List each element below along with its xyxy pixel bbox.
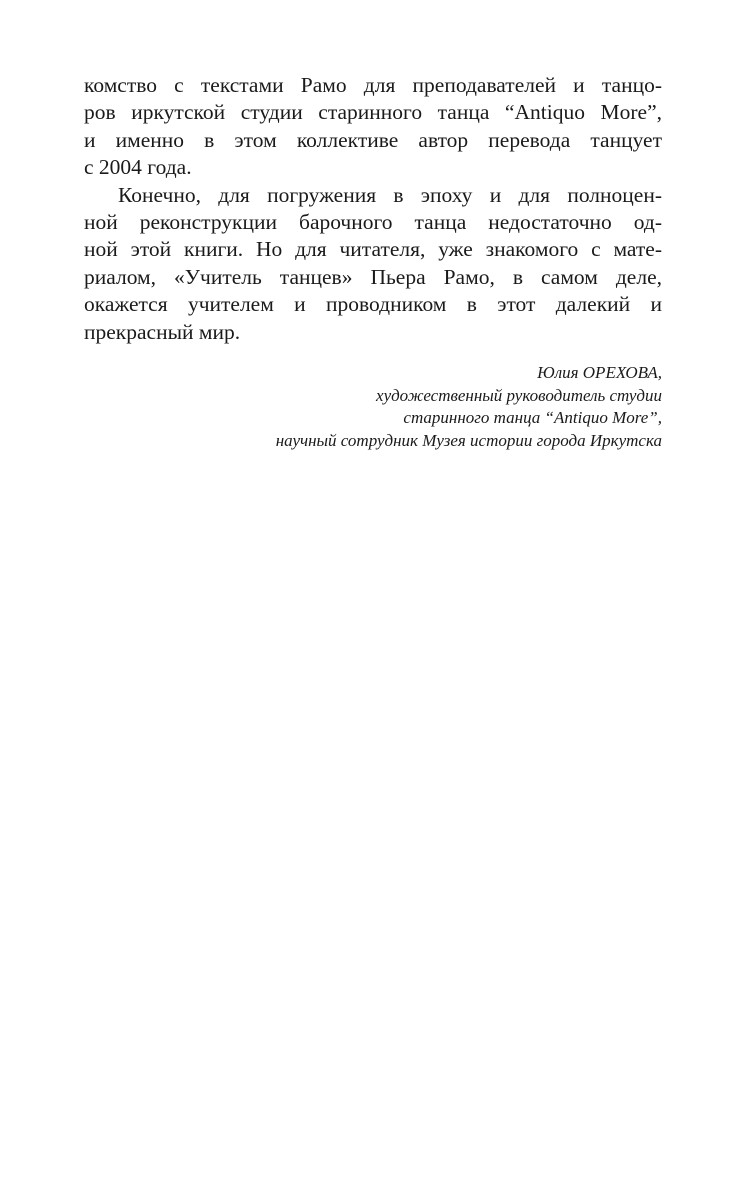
text-line: ров иркутской студии старинного танца “Antiquo More”, (84, 100, 662, 125)
paragraph-2 (84, 182, 662, 346)
text-line: прекрасный мир. (84, 319, 241, 344)
text-line: окажется учителем и проводником в этот далекий и (84, 292, 662, 317)
text-line: и именно в этом коллективе автор перевода танцует (84, 127, 662, 152)
text-line: комство с текстами Рамо для преподавателей и танцо- (84, 73, 662, 97)
paragraph-1 (84, 72, 662, 182)
text-line: ной реконструкции барочного танца недостаточно од- (84, 209, 662, 234)
author-role: старинного танца “Antiquo More”, (403, 408, 662, 427)
author-role: художественный руководитель студии (376, 385, 662, 405)
author-name: Юлия ОРЕХОВА, (537, 363, 662, 382)
signature-block (276, 362, 662, 452)
text-line: риалом, «Учитель танцев» Пьера Рамо, в самом деле, (84, 264, 662, 289)
document-body (84, 72, 662, 346)
text-line: Конечно, для погружения в эпоху и для полноцен- (118, 182, 662, 207)
author-affiliation: научный сотрудник Музея истории города Иркутска (275, 430, 662, 450)
text-line: с 2004 года. (84, 155, 192, 180)
text-line: ной этой книги. Но для читателя, уже знакомого с мате- (84, 237, 662, 262)
